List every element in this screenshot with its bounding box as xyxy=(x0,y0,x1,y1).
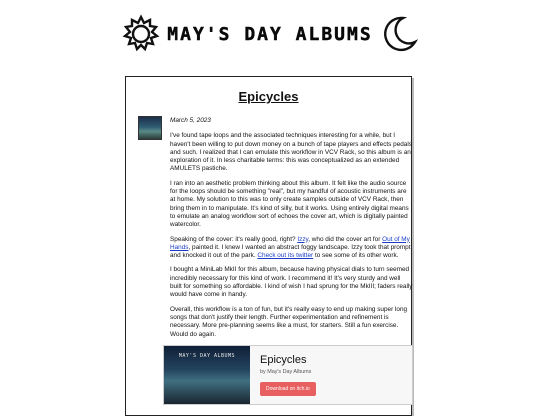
embed-cover-art[interactable] xyxy=(164,346,250,404)
site-header xyxy=(0,12,540,56)
crescent-moon-icon xyxy=(379,14,419,54)
download-button[interactable]: Download on itch.io xyxy=(260,382,316,396)
embed-byline xyxy=(260,368,402,376)
izzy-link[interactable]: Izzy xyxy=(297,235,309,243)
embed-by-prefix: by xyxy=(260,368,268,375)
embed-artist[interactable]: May's Day Albums xyxy=(267,368,312,375)
site-title[interactable]: MAY'S DAY ALBUMS xyxy=(167,23,373,45)
post-date: March 5, 2023 xyxy=(170,117,211,124)
itch-embed xyxy=(163,345,413,405)
paragraph-3 xyxy=(170,236,413,261)
post-body xyxy=(138,114,413,405)
album-thumbnail[interactable] xyxy=(138,116,162,140)
post-content xyxy=(170,114,413,405)
paragraph-3-text-c: , painted it. I knew I wanted an abstract foggy landscape. Izzy took that prompt and knocked it out of the park. xyxy=(170,243,411,260)
out-of-my-hands-link[interactable]: Out of My Hands xyxy=(170,235,410,251)
embed-info xyxy=(250,346,412,404)
post-card xyxy=(125,76,412,416)
post-title[interactable]: Epicycles xyxy=(238,89,299,104)
paragraph-1: I've found tape loops and the associated techniques interesting for a while, but I haven't been willing to put down money on a bunch of tape players and effects pedals and such. I realized that I can emulate this workflow in VCV Rack, so this album is an exploration of it. In less charitable terms: this was conceptualized as an extended AMULETS pastiche. xyxy=(170,132,412,173)
paragraph-4: I bought a MiniLab MkII for this album, because having physical dials to turn seemed incredibly necessary for this kind of work. I recommend it! It's very sturdy and well built for something so affordable. I kind of wish I had sprung for the MkIII; faders really would have come in handy. xyxy=(170,266,413,299)
paragraph-5: Overall, this workflow is a ton of fun, but it's really easy to end up making super long songs that don't justify their length. Further experimentation and refinement is necessary. More pre-planning seems like a must, for starters. Still a fun exercise. Would do again. xyxy=(170,305,408,338)
paragraph-2: I ran into an aesthetic problem thinking about this album. It felt like the audio source for the loops should be something "real", but my handful of acoustic instruments are at home. My solution to this was to only create samples outside of VCV Rack, then bring them in to manipulate. It's kind of silly, but it works. Using entirely digital means to emulate an analog workflow sort of echoes the cover art, which is digitally painted watercolor. xyxy=(170,179,409,229)
embed-title[interactable]: Epicycles xyxy=(260,353,307,366)
sun-gear-icon xyxy=(121,14,161,54)
paragraph-3-text-b: , who did the cover art for xyxy=(308,235,383,243)
embed-art-text: MAY'S DAY ALBUMS xyxy=(178,352,236,359)
paragraph-3-text-d: to see some of its other work. xyxy=(313,252,399,260)
paragraph-3-text-a: Speaking of the cover: it's really good, right? xyxy=(170,235,298,243)
twitter-link[interactable]: Check out its twitter xyxy=(257,252,314,260)
